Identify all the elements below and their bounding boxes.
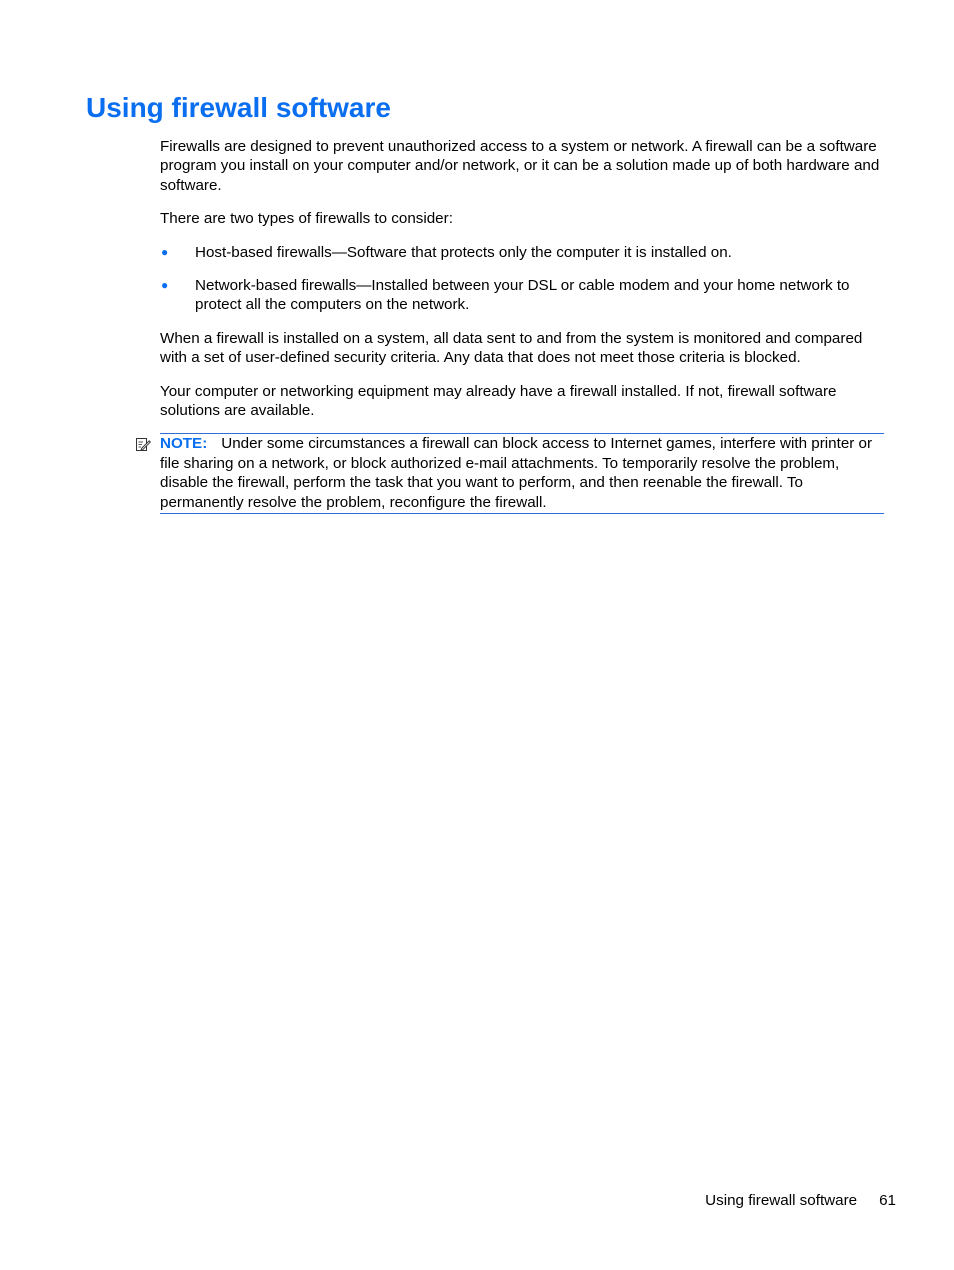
list-item (160, 243, 884, 262)
bullet-icon: ● (161, 244, 169, 259)
page-footer (705, 1191, 896, 1211)
bullet-icon: ● (161, 278, 169, 293)
list-item-text: Network-based firewalls—Installed between your DSL or cable modem and your home network to protect all the computers on the network. (195, 277, 850, 314)
firewall-types-list (160, 243, 884, 315)
footer-section-title: Using firewall software (705, 1192, 858, 1209)
note-pencil-icon (135, 436, 151, 452)
page-number: 61 (879, 1192, 896, 1209)
document-body (160, 137, 884, 514)
monitoring-paragraph: When a firewall is installed on a system, all data sent to and from the system is monitored and compared with a set of user-defined security criteria. Any data that does not meet those criteria is blocked. (160, 329, 863, 367)
types-intro-paragraph: There are two types of firewalls to consider: (160, 210, 453, 228)
page-title: Using firewall software (86, 92, 391, 123)
list-item (160, 276, 884, 315)
availability-paragraph: Your computer or networking equipment may already have a firewall installed. If not, firewall software solutions are available. (160, 382, 837, 420)
intro-paragraph: Firewalls are designed to prevent unauthorized access to a system or network. A firewall can be a software program you install on your computer and/or network, or it can be a solution made up of both hardware and software. (160, 138, 880, 194)
note-box (160, 433, 884, 514)
note-text: Under some circumstances a firewall can block access to Internet games, interfere with printer or file sharing on a network, or block authorized e-mail attachments. To temporarily resolve the problem, disable the firewall, perform the task that you want to perform, and then reenable the firewall. To permanently resolve the problem, reconfigure the firewall. (160, 435, 873, 511)
note-label: NOTE: (160, 435, 208, 453)
list-item-text: Host-based firewalls—Software that protects only the computer it is installed on. (195, 243, 732, 261)
